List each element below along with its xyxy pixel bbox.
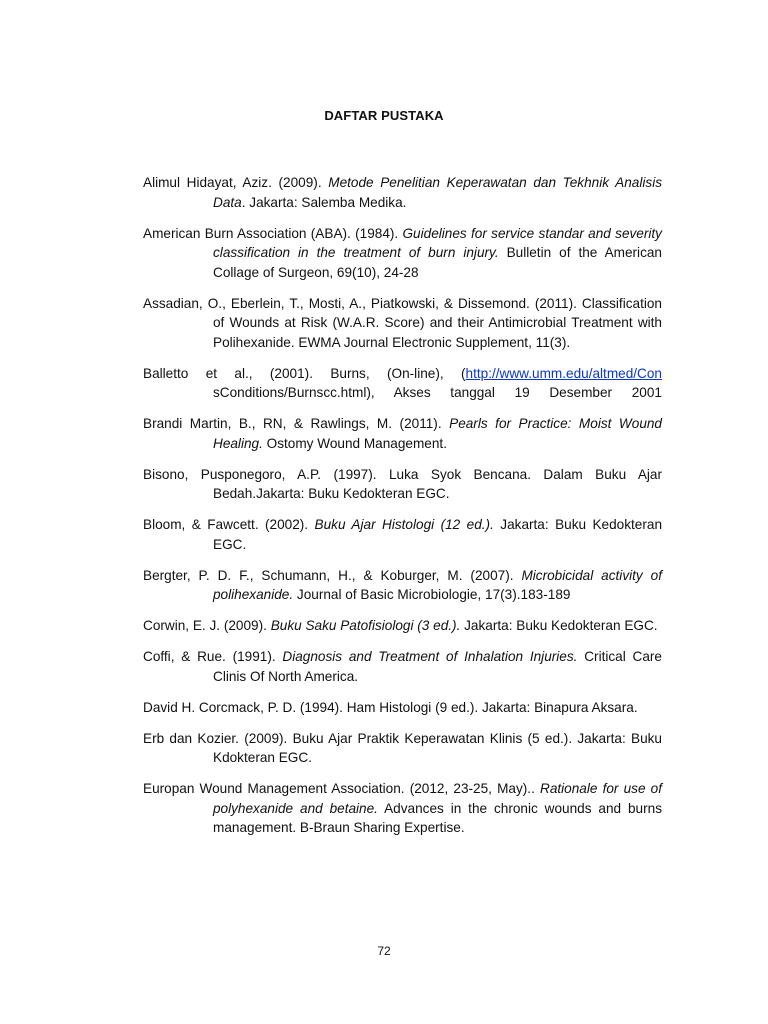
reference-title: Microbicidal activity of polihexanide. [213, 567, 662, 602]
reference-text: American Burn Association (ABA). (1984). [143, 225, 403, 241]
reference-list [143, 173, 662, 849]
reference-text: Bloom, & Fawcett. (2002). [143, 517, 315, 532]
reference-text: . Jakarta: Salemba Medika. [241, 194, 407, 210]
reference-item [143, 173, 662, 212]
reference-title: Buku Saku Patofisiologi (3 ed.). [270, 618, 461, 633]
reference-title: Guidelines for service standar and severity classification in the treatment of burn injury. [213, 225, 662, 260]
reference-text: Assadian, O., Eberlein, T., Mosti, A., Piatkowski, & Dissemond. (2011). Classification of Wounds at Risk (W.A.R. Score) and their Antimicrobial Treatment with Polihexanide. EWMA Journal Electronic Supplement, 11(3). [143, 295, 662, 350]
reference-text: Erb dan Kozier. (2009). Buku Ajar Praktik Keperawatan Klinis (5 ed.). Jakarta: Buku Kdokteran EGC. [143, 730, 662, 765]
reference-text: Jakarta: Buku Kedokteran EGC. [213, 517, 663, 552]
reference-text: Bulletin of the American Collage of Surgeon, 69(10), 24-28 [213, 245, 662, 280]
reference-title: Diagnosis and Treatment of Inhalation Injuries. [282, 649, 578, 664]
reference-title: Buku Ajar Histologi (12 ed.). [314, 517, 494, 532]
reference-text: Bergter, P. D. F., Schumann, H., & Koburger, M. (2007). [143, 567, 522, 583]
page-number: 72 [377, 944, 391, 958]
reference-item [143, 364, 662, 403]
reference-item [143, 465, 662, 504]
reference-item [143, 515, 662, 554]
reference-text: Europan Wound Management Association. (2012, 23-25, May).. [143, 781, 540, 796]
reference-title: Rationale for use of polyhexanide and betaine. [213, 781, 662, 816]
reference-title: Metode Penelitian Keperawatan dan Tekhnik Analisis Data [213, 175, 663, 210]
reference-item [143, 224, 662, 283]
reference-text: Jakarta: Buku Kedokteran EGC. [460, 618, 658, 633]
reference-text: Advances in the chronic wounds and burns management. B-Braun Sharing Expertise. [213, 800, 662, 835]
reference-text: Brandi Martin, B., RN, & Rawlings, M. (2011). [143, 416, 450, 431]
reference-text: sConditions/Burnscc.html), Akses tanggal 19 Desember 2001 [213, 385, 662, 400]
reference-item [143, 294, 662, 353]
reference-item [143, 647, 662, 686]
reference-item [143, 729, 662, 768]
reference-text: Journal of Basic Microbiologie, 17(3).183-189 [293, 587, 571, 602]
reference-item [143, 698, 662, 718]
page-title: DAFTAR PUSTAKA [324, 108, 444, 123]
reference-item [143, 414, 662, 453]
reference-text: Corwin, E. J. (2009). [143, 618, 271, 633]
reference-title: Pearls for Practice: Moist Wound Healing. [213, 416, 662, 451]
reference-text: David H. Corcmack, P. D. (1994). Ham Histologi (9 ed.). Jakarta: Binapura Aksara. [143, 699, 638, 715]
reference-link[interactable]: http://www.umm.edu/altmed/Con [465, 365, 662, 381]
reference-text: Coffi, & Rue. (1991). [143, 649, 283, 664]
reference-text: Balletto et al., (2001). Burns, (On-line), ( [143, 365, 466, 381]
reference-text: Ostomy Wound Management. [262, 435, 447, 451]
reference-text: Critical Care Clinis Of North America. [213, 649, 662, 684]
reference-text: Alimul Hidayat, Aziz. (2009). [143, 175, 329, 190]
reference-item [143, 566, 662, 605]
reference-item [143, 616, 662, 636]
reference-text: Bisono, Pusponegoro, A.P. (1997). Luka Syok Bencana. Dalam Buku Ajar Bedah.Jakarta: Buku Kedokteran EGC. [143, 466, 662, 501]
reference-item [143, 779, 662, 838]
